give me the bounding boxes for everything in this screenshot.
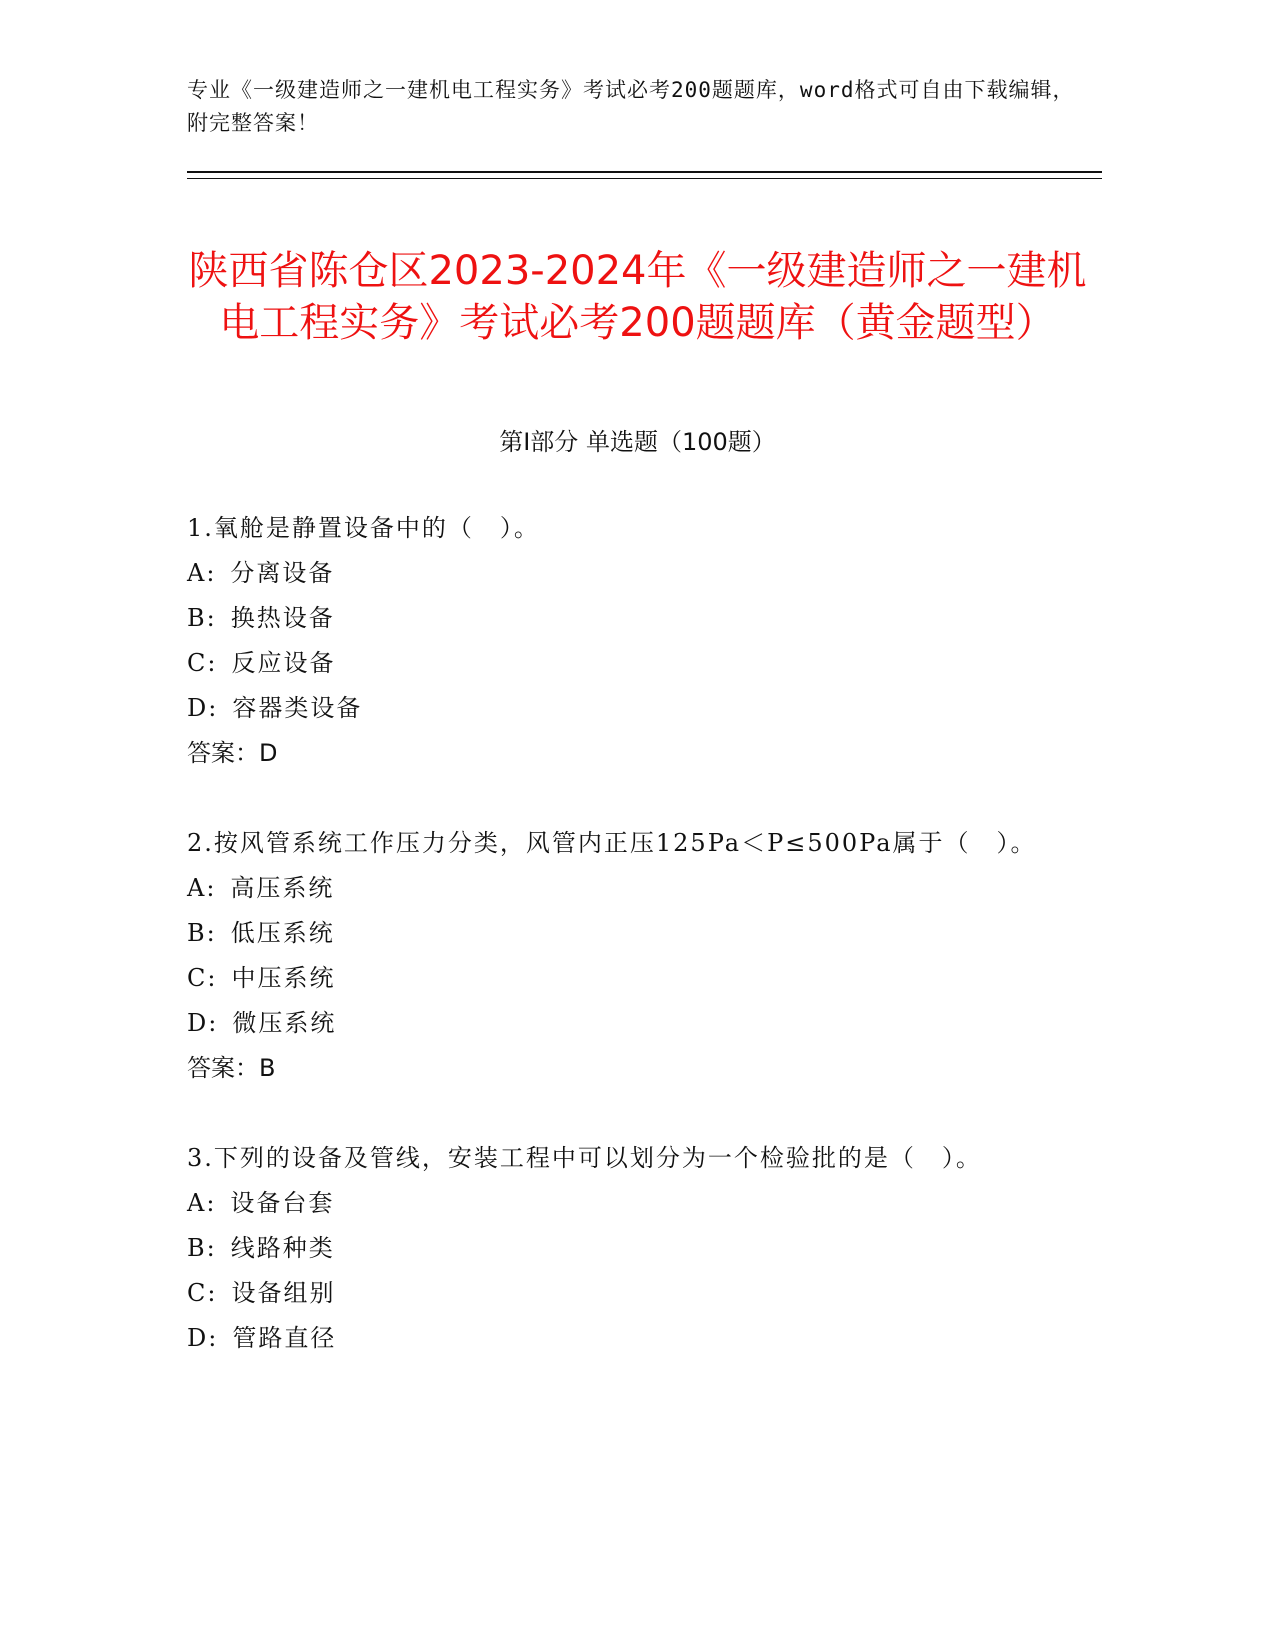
option-key: C: (187, 649, 218, 677)
option-c (187, 1271, 1047, 1316)
answer-value: B (259, 1054, 276, 1082)
option-key: C: (187, 1279, 218, 1307)
question-stem: 1.氧舱是静置设备中的（ ）。 (187, 514, 540, 542)
option-d (187, 1316, 1047, 1361)
option-a (187, 551, 1047, 596)
option-key: C: (187, 964, 218, 992)
option-text: 分离设备 (230, 559, 335, 587)
option-a (187, 1181, 1047, 1226)
option-a (187, 866, 1047, 911)
option-b (187, 1226, 1047, 1271)
option-text: 低压系统 (230, 919, 335, 947)
header-note: 专业《一级建造师之一建机电工程实务》考试必考200题题库，word格式可自由下载编辑，附完整答案！ (187, 78, 1075, 135)
question-list (187, 506, 1047, 1406)
option-b (187, 596, 1047, 641)
option-key: B: (187, 1234, 217, 1262)
answer-line (187, 1046, 1047, 1091)
option-text: 设备组别 (231, 1279, 336, 1307)
answer-value: D (259, 739, 278, 767)
option-text: 换热设备 (230, 604, 335, 632)
answer-label: 答案： (187, 739, 259, 767)
option-key: D: (187, 1009, 219, 1037)
option-text: 管路直径 (232, 1324, 337, 1352)
option-text: 微压系统 (232, 1009, 337, 1037)
answer-label: 答案： (187, 1054, 259, 1082)
question-1 (187, 506, 1047, 776)
option-key: B: (187, 604, 217, 632)
option-key: D: (187, 694, 219, 722)
header-divider (187, 171, 1102, 173)
option-c (187, 641, 1047, 686)
question-stem: 2.按风管系统工作压力分类，风管内正压125Pa＜P≤500Pa属于（ ）。 (187, 829, 1037, 857)
question-stem: 3.下列的设备及管线，安装工程中可以划分为一个检验批的是（ ）。 (187, 1144, 982, 1172)
option-b (187, 911, 1047, 956)
section-heading: 第I部分 单选题（100题） (499, 428, 776, 456)
option-key: B: (187, 919, 217, 947)
answer-line (187, 731, 1047, 776)
option-text: 设备台套 (230, 1189, 335, 1217)
option-key: A: (187, 1189, 217, 1217)
header-divider-thin (187, 178, 1102, 179)
option-c (187, 956, 1047, 1001)
option-text: 反应设备 (231, 649, 336, 677)
option-key: D: (187, 1324, 219, 1352)
option-d (187, 686, 1047, 731)
question-3 (187, 1136, 1047, 1361)
option-text: 容器类设备 (232, 694, 363, 722)
option-key: A: (187, 874, 217, 902)
option-text: 线路种类 (230, 1234, 335, 1262)
question-2 (187, 821, 1047, 1091)
option-text: 中压系统 (231, 964, 336, 992)
document-title: 陕西省陈仓区2023-2024年《一级建造师之一建机电工程实务》考试必考200题题库（黄金题型） (188, 247, 1087, 346)
option-key: A: (187, 559, 217, 587)
option-text: 高压系统 (230, 874, 335, 902)
option-d (187, 1001, 1047, 1046)
